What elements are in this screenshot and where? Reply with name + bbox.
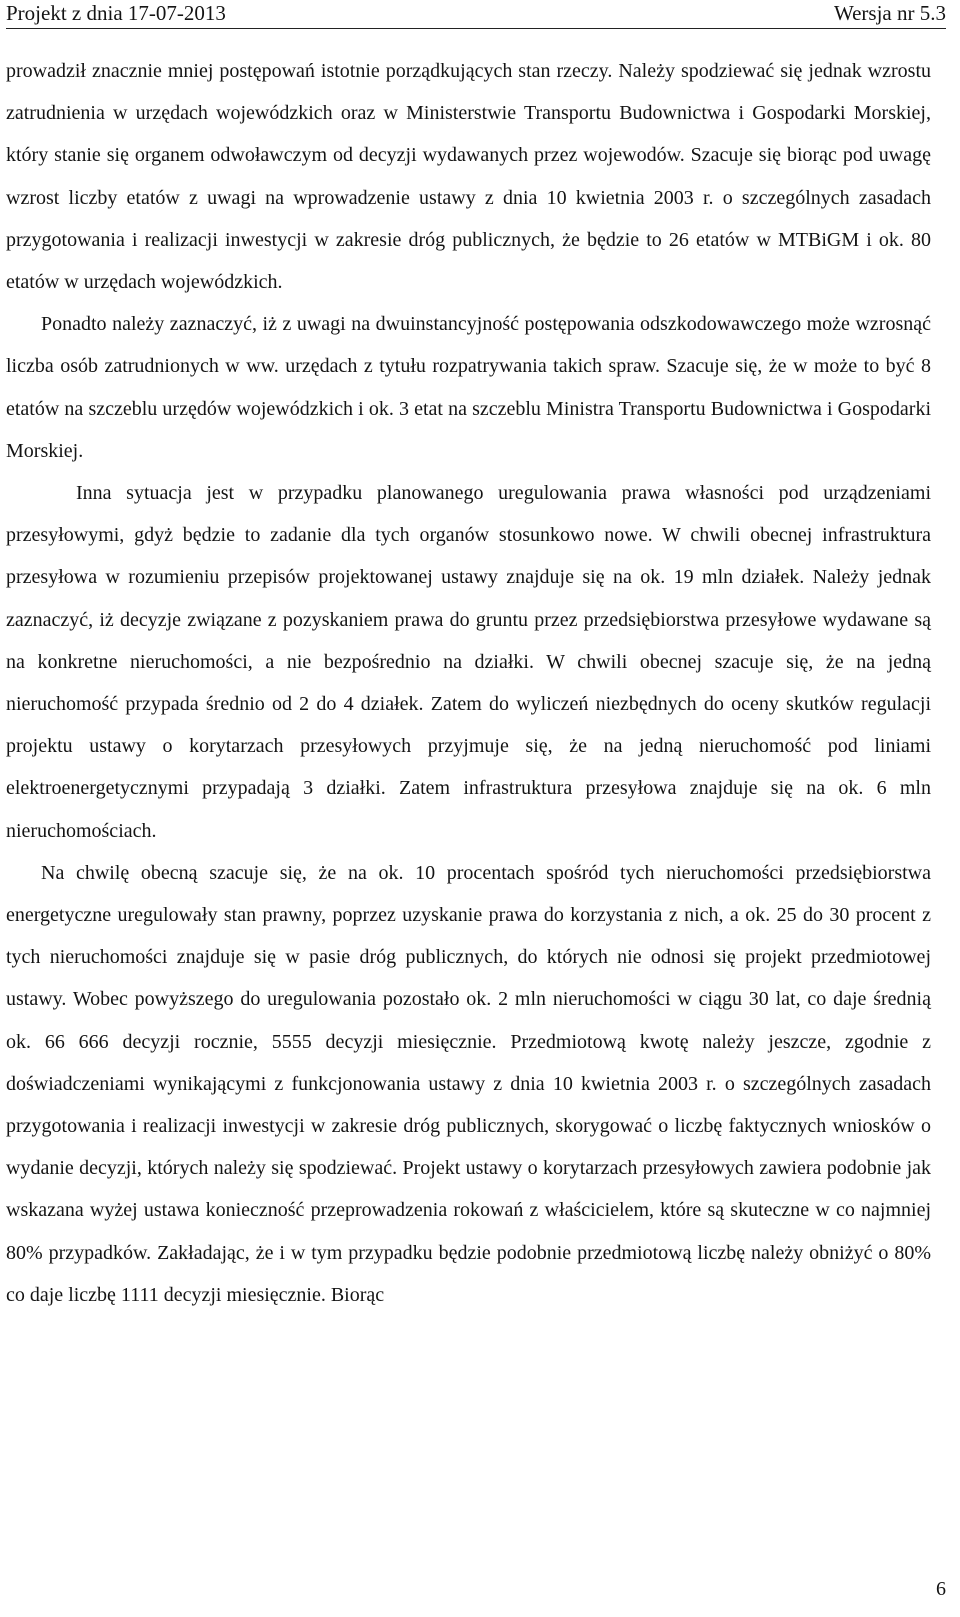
paragraph: Ponadto należy zaznaczyć, iż z uwagi na dwuinstancyjność postępowania odszkodowawczego może wzrosnąć liczba osób zatrudnionych w ww. urzędach z tytułu rozpatrywania takich spraw. Szacuje się, że w może to być 8 etatów na szczeblu urzędów wojewódzkich i ok. 3 etat na szczeblu Ministra Transportu Budownictwa i Gospodarki Morskiej.: [6, 313, 931, 462]
header-version: Wersja nr 5.3: [833, 1, 946, 25]
page-header: [6, 0, 946, 29]
paragraph: prowadził znacznie mniej postępowań istotnie porządkujących stan rzeczy. Należy spodziewać się jednak wzrostu zatrudnienia w urzędach wojewódzkich oraz w Ministerstwie Transportu Budownictwa i Gospodarki Morskiej, który stanie się organem odwoławczym od decyzji wydawanych przez wojewodów. Szacuje się biorąc pod uwagę wzrost liczby etatów z uwagi na wprowadzenie ustawy z dnia 10 kwietnia 2003 r. o szczególnych zasadach przygotowania i realizacji inwestycji w zakresie dróg publicznych, że będzie to 26 etatów w MTBiGM i ok. 80 etatów w urzędach wojewódzkich.: [6, 60, 931, 294]
page-number: 6: [936, 1578, 946, 1600]
paragraph: Inna sytuacja jest w przypadku planowanego uregulowania prawa własności pod urządzeniami przesyłowymi, gdyż będzie to zadanie dla tych organów stosunkowo nowe. W chwili obecnej infrastruktura przesyłowa w rozumieniu przepisów projektowanej ustawy znajduje się na ok. 19 mln działek. Należy jednak zaznaczyć, iż decyzje związane z pozyskaniem prawa do gruntu przez przedsiębiorstwa przesyłowe wydawane są na konkretne nieruchomości, a nie bezpośrednio na działki. W chwili obecnej szacuje się, że na jedną nieruchomość przypada średnio od 2 do 4 działek. Zatem do wyliczeń niezbędnych do oceny skutków regulacji projektu ustawy o korytarzach przesyłowych przyjmuje się, że na jedną nieruchomość pod liniami elektroenergetycznymi przypadają 3 działki. Zatem infrastruktura przesyłowa znajduje się na ok. 6 mln nieruchomościach.: [6, 482, 931, 842]
document-body: [6, 50, 931, 1316]
paragraph: Na chwilę obecną szacuje się, że na ok. 10 procentach spośród tych nieruchomości przedsiębiorstwa energetyczne uregulowały stan prawny, poprzez uzyskanie prawa do korzystania z nich, a ok. 25 do 30 procent z tych nieruchomości znajduje się w pasie dróg publicznych, do których nie odnosi się projekt przedmiotowej ustawy. Wobec powyższego do uregulowania pozostało ok. 2 mln nieruchomości w ciągu 30 lat, co daje średnią ok. 66 666 decyzji rocznie, 5555 decyzji miesięcznie. Przedmiotową kwotę należy jeszcze, zgodnie z doświadczeniami wynikającymi z funkcjonowania ustawy z dnia 10 kwietnia 2003 r. o szczególnych zasadach przygotowania i realizacji inwestycji w zakresie dróg publicznych, skorygować o liczbę faktycznych wniosków o wydanie decyzji, których należy się spodziewać. Projekt ustawy o korytarzach przesyłowych zawiera podobnie jak wskazana wyżej ustawa konieczność przeprowadzenia rokowań z właścicielem, które są skuteczne w co najmniej 80% przypadków. Zakładając, że i w tym przypadku będzie podobnie przedmiotową liczbę należy obniżyć o 80% co daje liczbę 1111 decyzji miesięcznie. Biorąc: [6, 861, 931, 1306]
header-project-date: Projekt z dnia 17-07-2013: [6, 1, 226, 25]
